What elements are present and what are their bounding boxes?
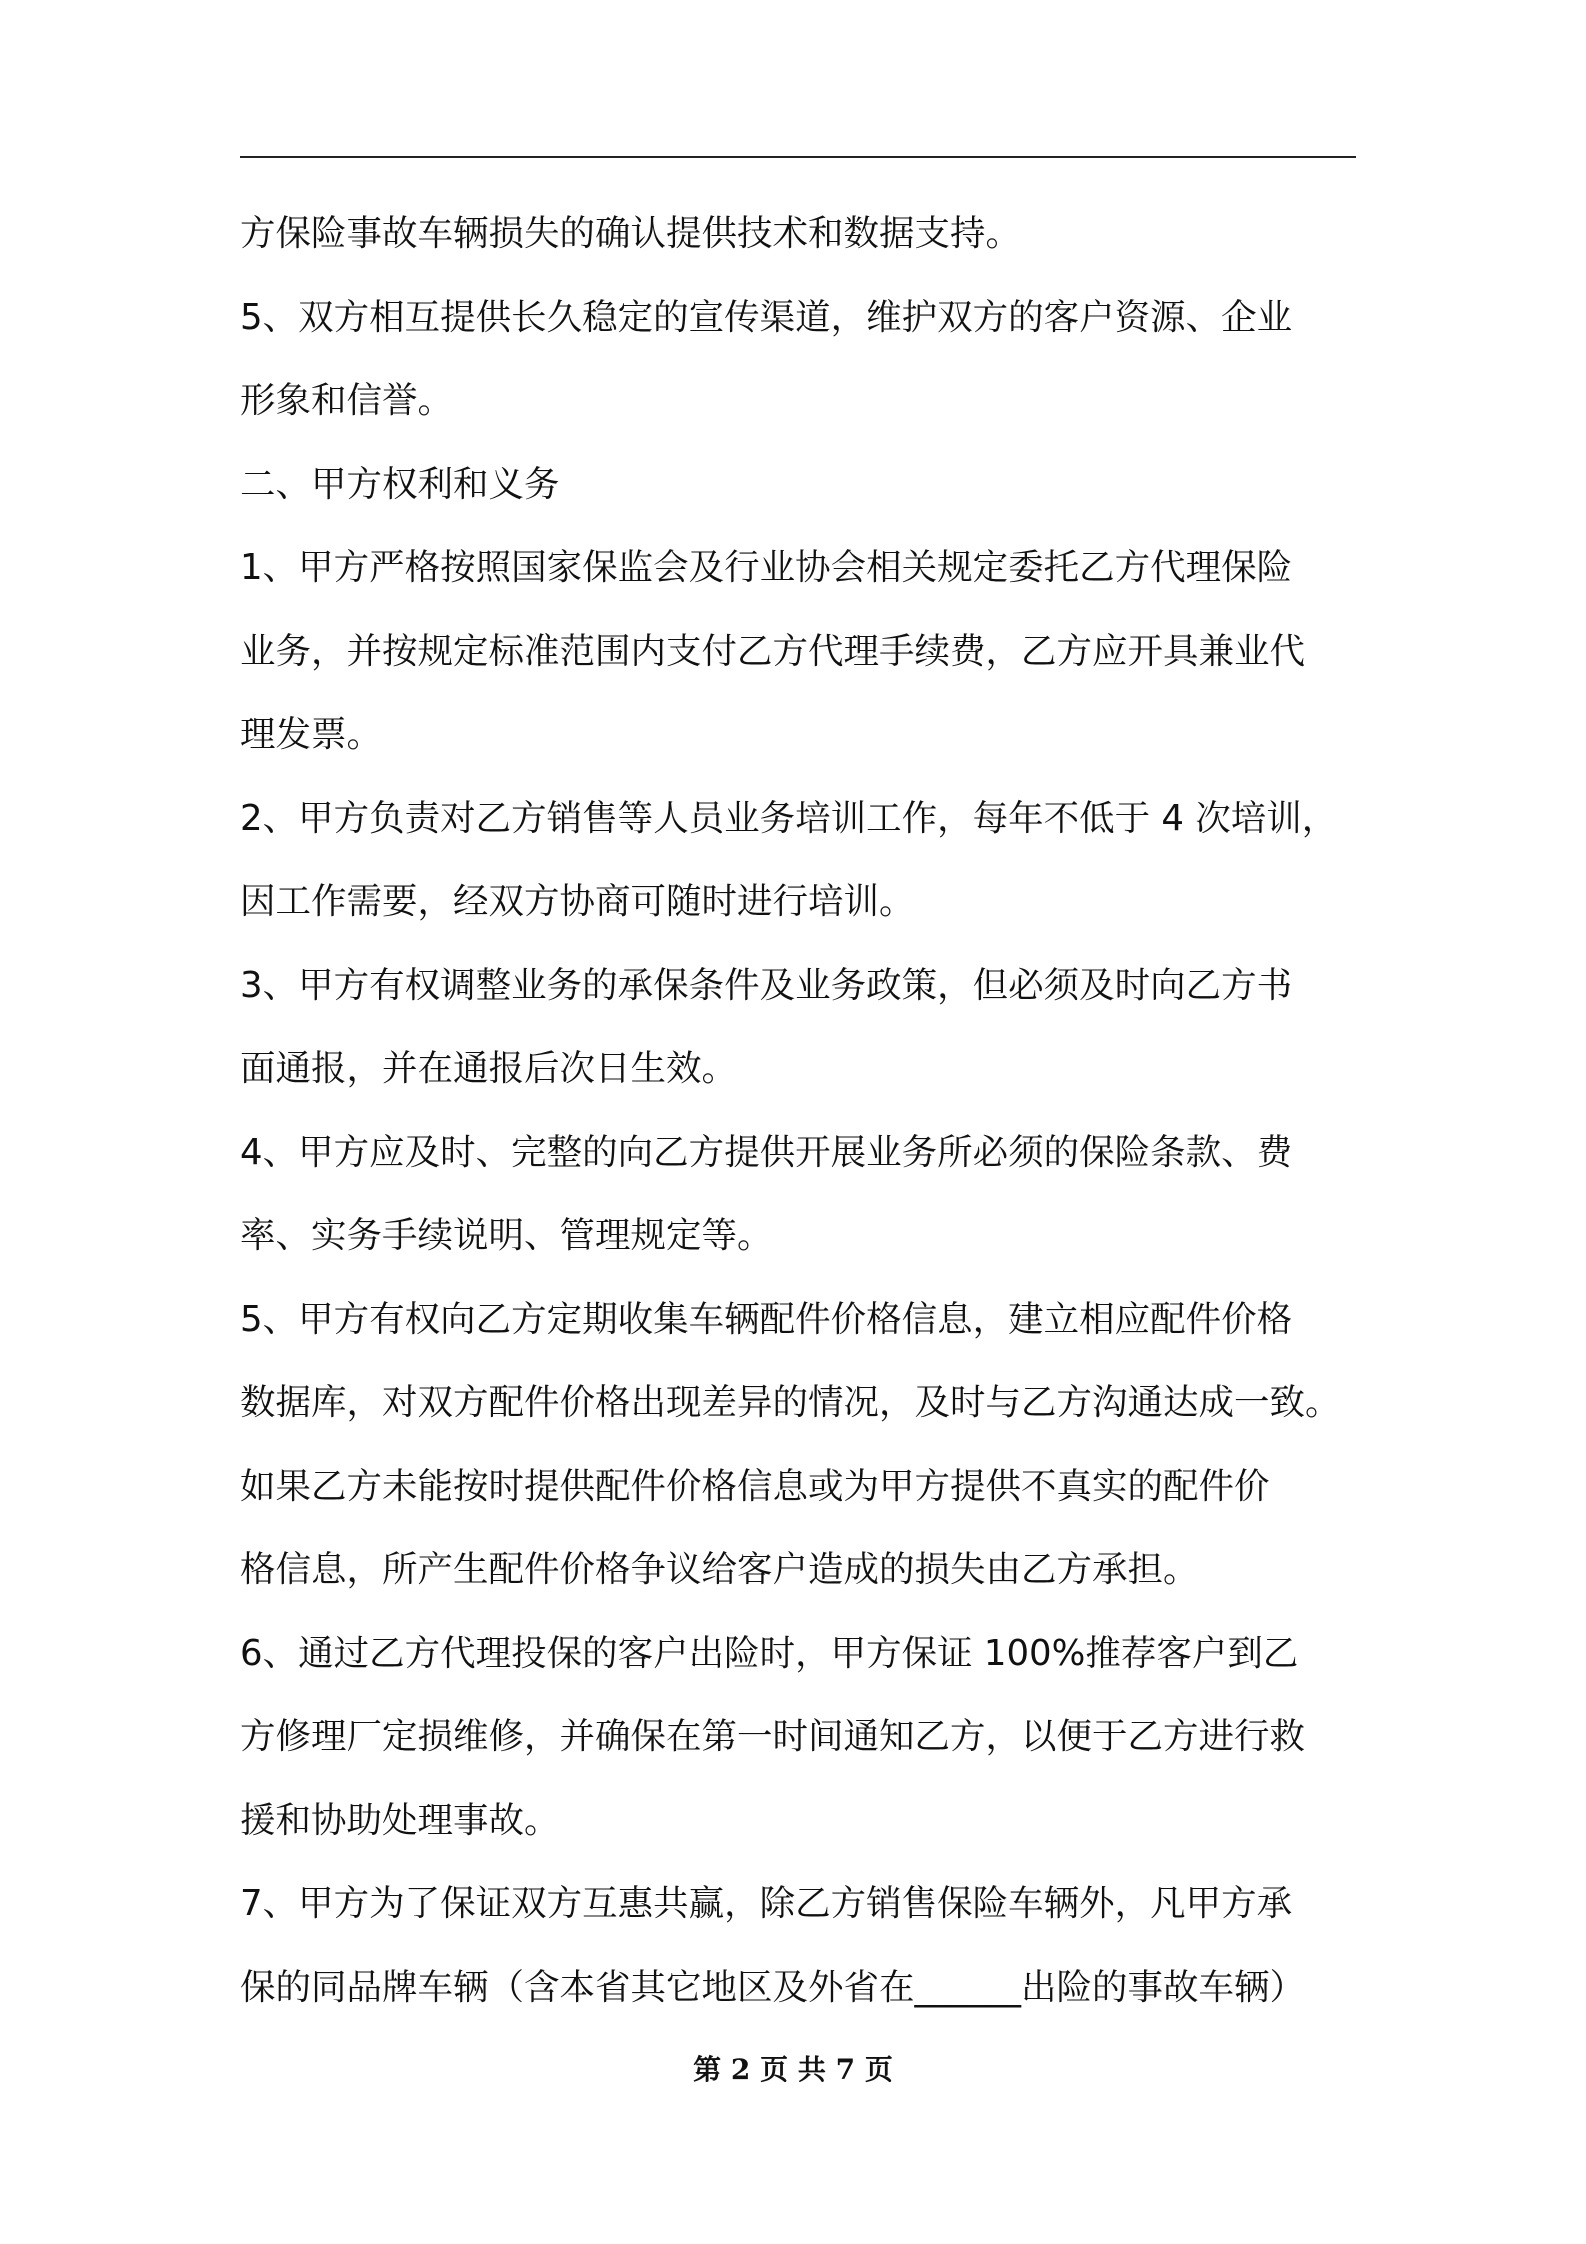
page-number-footer: 第 2 页 共 7 页	[693, 2053, 893, 2086]
text-line: 7、甲方为了保证双方互惠共赢，除乙方销售保险车辆外，凡甲方承	[240, 1883, 1293, 1924]
text-line: 方修理厂定损维修，并确保在第一时间通知乙方，以便于乙方进行救	[240, 1716, 1306, 1757]
text-line: 如果乙方未能按时提供配件价格信息或为甲方提供不真实的配件价	[240, 1465, 1270, 1507]
text-line: 数据库，对双方配件价格出现差异的情况，及时与乙方沟通达成一致。	[240, 1382, 1341, 1423]
text-line: 方保险事故车辆损失的确认提供技术和数据支持。	[240, 213, 1022, 254]
text-line: 援和协助处理事故。	[240, 1799, 560, 1841]
text-line: 形象和信誉。	[240, 380, 454, 421]
text-line: 因工作需要，经双方协商可随时进行培训。	[240, 881, 915, 922]
document-body	[240, 192, 1356, 2029]
text-line: 5、双方相互提供长久稳定的宣传渠道，维护双方的客户资源、企业	[240, 296, 1293, 338]
text-line: 率、实务手续说明、管理规定等。	[240, 1215, 773, 1256]
text-line: 5、甲方有权向乙方定期收集车辆配件价格信息，建立相应配件价格	[240, 1298, 1293, 1340]
header-rule	[240, 156, 1356, 158]
text-line: 理发票。	[240, 714, 383, 755]
text-line: 1、甲方严格按照国家保监会及行业协会相关规定委托乙方代理保险	[240, 547, 1293, 588]
text-line: 4、甲方应及时、完整的向乙方提供开展业务所必须的保险条款、费	[240, 1131, 1293, 1173]
text-line: 业务，并按规定标准范围内支付乙方代理手续费，乙方应开具兼业代	[240, 630, 1306, 672]
text-line: 6、通过乙方代理投保的客户出险时，甲方保证 100%推荐客户到乙	[240, 1632, 1299, 1674]
text-line: 2、甲方负责对乙方销售等人员业务培训工作，每年不低于 4 次培训，	[240, 797, 1338, 839]
text-line: 格信息，所产生配件价格争议给客户造成的损失由乙方承担。	[240, 1549, 1199, 1590]
section-heading: 二、甲方权利和义务	[240, 463, 560, 505]
text-line: 保的同品牌车辆（含本省其它地区及外省在______出险的事故车辆）	[240, 1966, 1306, 2008]
text-line: 面通报，并在通报后次日生效。	[240, 1048, 738, 1089]
text-line: 3、甲方有权调整业务的承保条件及业务政策，但必须及时向乙方书	[240, 964, 1293, 1006]
